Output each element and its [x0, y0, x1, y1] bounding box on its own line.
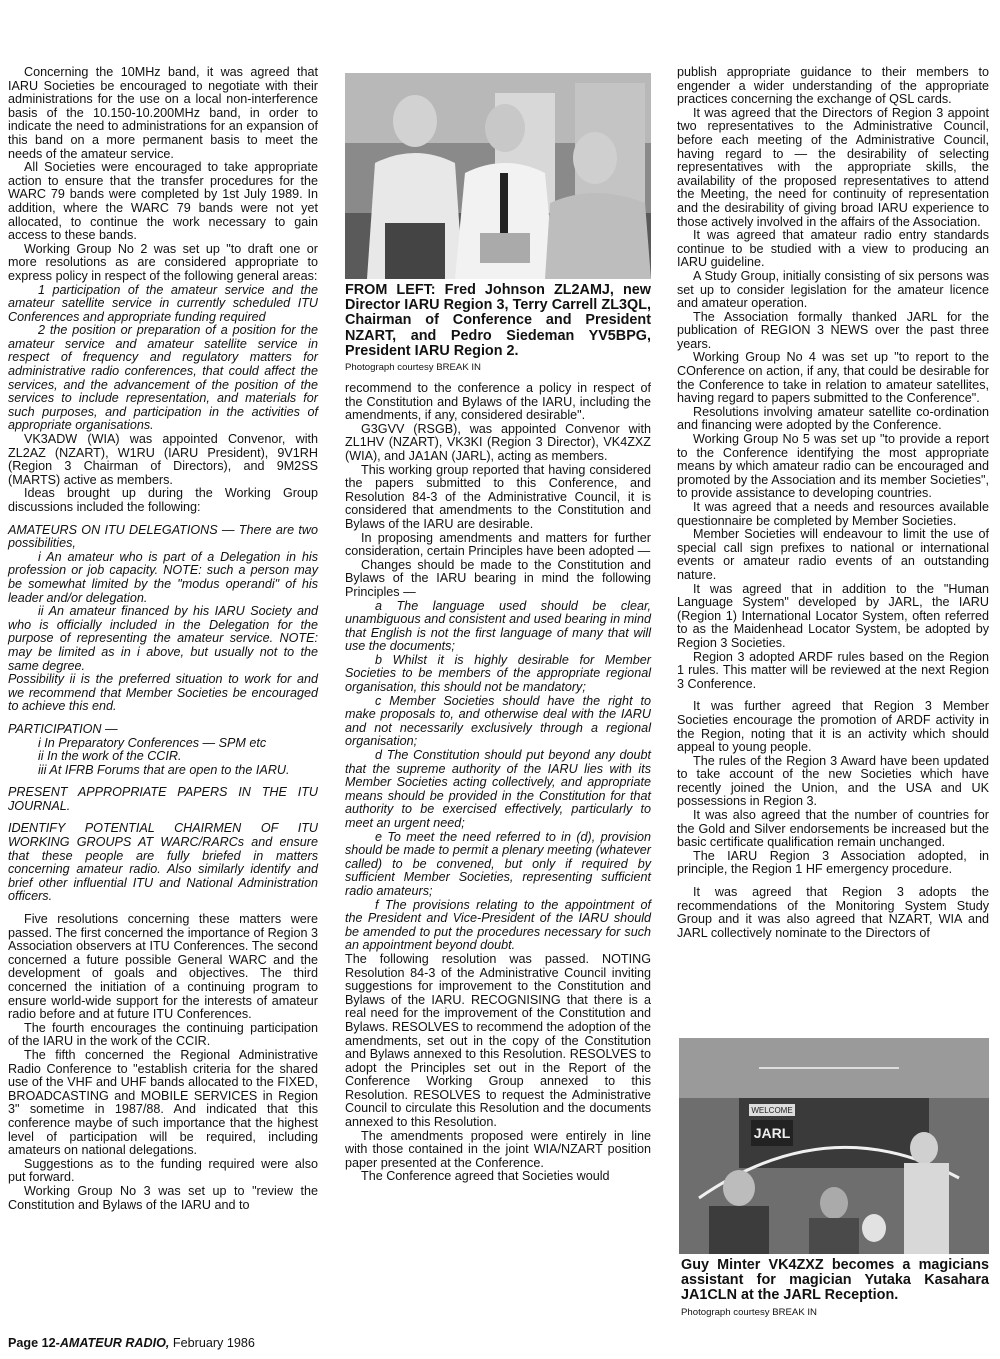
caption-1-credit: Photograph courtesy BREAK IN: [345, 362, 481, 374]
paragraph: ii An amateur financed by his IARU Society and who is officially included in the Delegation for the purpose of representing the amateur service. NOTE: may be limited as in i above, but usually not to the same degree.: [8, 604, 318, 673]
paragraph: A Study Group, initially consisting of six persons was set up to consider legislation for the amateur licence and amateur operation.: [677, 268, 989, 311]
paragraph: In proposing amendments and matters for further consideration, certain Principles have been adopted —: [345, 530, 651, 559]
paragraph: Five resolutions concerning these matters were passed. The first concerned the importance of Region 3 Association observers at ITU Conferences. The second concerned a future possible General WARC and the development of goals and objectives. The third concerned the initiation of a continuing program to ensure world-wide support for the interests of amateur radio before and at future ITU Conferences.: [8, 912, 318, 1022]
paragraph: The IARU Region 3 Association adopted, in principle, the Region 1 HF emergency procedure.: [677, 848, 989, 877]
jarl-sign: JARL: [753, 1125, 791, 1141]
paragraph: publish appropriate guidance to their members to engender a wider understanding of the appropriate practices concerning the exchange of QSL cards.: [677, 65, 989, 107]
paragraph: It was agreed that Region 3 adopts the recommendations of the Monitoring System Study Group and it was also agreed that NZART, WIA and JARL collectively nominate to the Directors of: [677, 885, 989, 940]
paragraph: The amendments proposed were entirely in line with those contained in the joint WIA/NZART position paper presented at the Conference.: [345, 1128, 651, 1170]
photo-conference-officials: [345, 73, 651, 279]
article-column-2: [345, 382, 651, 1184]
paragraph: Member Societies will endeavour to limit the use of special call sign prefixes to national or international events or amateur radio events of an outstanding nature.: [677, 527, 989, 582]
paragraph: The fifth concerned the Regional Administrative Radio Conference to "establish criteria for the shared use of the VHF and UHF bands allocated to the FIXED, BROADCASTING and MOBILE SERVICES in Region 3" sometime in 1987/88. And indicated that this conference maybe of such importance that the highest level of participation will be required, including amateurs on national delegations.: [8, 1047, 318, 1158]
paragraph: The rules of the Region 3 Award have been updated to take account of the new Societies which have recently joined the Union, and the USA and UK possessions in Region 3.: [677, 753, 989, 809]
paragraph: It was agreed that amateur radio entry standards continue to be studied with a view to producing an IARU guideline.: [677, 228, 989, 270]
paragraph: recommend to the conference a policy in respect of the Constitution and Bylaws of the IARU, including the amendments, if any, considered desirable".: [345, 381, 651, 423]
paragraph: This working group reported that having considered the papers submitted to this Conference, and Resolution 84-3 of the Administrative Council, it is considered that amendments to the Constitution and Bylaws of the IARU are desirable.: [345, 462, 651, 531]
paragraph: Working Group No 4 was set up "to report to the COnference on action, if any, that could be desirable for the Conference to take in relation to amateur satellites, having regard to papers submitted to the Conference".: [677, 350, 989, 406]
paragraph: Resolutions involving amateur satellite co-ordination and financing were adopted by the Conference.: [677, 404, 989, 433]
paragraph: It was agreed that in addition to the "Human Language System" developed by JARL, the IARU (Region 1) International Locator System, often referred to as the Maidenhead Locator System, be adopted by Region 3 Societies.: [677, 581, 989, 650]
paragraph: Working Group No 2 was set up "to draft one or more resolutions as are considered appropriate to express policy in respect of the following general areas:: [8, 241, 318, 283]
paragraph: 2 the position or preparation of a position for the amateur service and amateur satellite service in respect of frequency and regulatory matters for administrative radio conferences, that could affect the services, and the advancement of the position of the services to include representation, and materials for such purposes, and participation in the activities of appropriate organisations.: [8, 323, 318, 433]
welcome-sign: WELCOME: [751, 1106, 793, 1115]
issue-date: February 1986: [169, 1336, 255, 1350]
photo-jarl-reception: [679, 1038, 989, 1254]
paragraph: i In Preparatory Conferences — SPM etc: [38, 735, 267, 750]
page-number: Page 12: [8, 1336, 56, 1350]
footer-separator: -: [55, 1336, 60, 1350]
paragraph: G3GVV (RSGB), was appointed Convenor with ZL1HV (NZART), VK3KI (Region 3 Director), VK4ZXZ (WIA), and JA1AN (JARL), acting as members.: [345, 421, 651, 463]
paragraph: All Societies were encouraged to take appropriate action to ensure that the transfer procedures for the WARC 79 bands were completed by 1st July 1989. In addition, where the WARC 79 bands were not yet allocated, to continue the work necessary to gain access to these bands.: [8, 160, 318, 243]
caption-2-credit: Photograph courtesy BREAK IN: [681, 1306, 817, 1318]
paragraph: Working Group No 5 was set up "to provide a report to the Conference identifying the most appropriate means by which amateur radio can be encouraged and promoted by the Association and its member Societies", to provide assistance to developing countries.: [677, 432, 989, 501]
paragraph: The fourth encourages the continuing participation of the IARU in the work of the CCIR.: [8, 1020, 318, 1049]
paragraph: The Association formally thanked JARL for the publication of REGION 3 NEWS over the past three years.: [677, 309, 989, 351]
paragraph: Working Group No 3 was set up to "review the Constitution and Bylaws of the IARU and to: [8, 1183, 318, 1212]
paragraph: VK3ADW (WIA) was appointed Convenor, with ZL2AZ (NZART), W1RU (IARU President), 9V1RH (Region 3 Chairman of Directors), and 9M2SS (MARTS) active as members.: [8, 432, 318, 487]
paragraph: Suggestions as to the funding required were also put forward.: [8, 1156, 318, 1185]
paragraph: AMATEURS ON ITU DELEGATIONS — There are two possibilities,: [8, 522, 318, 551]
photo-caption-2: [681, 1258, 989, 1319]
paragraph: The Conference agreed that Societies would: [361, 1169, 610, 1184]
paragraph: i An amateur who is part of a Delegation in his profession or job capacity. NOTE: such a person may be somewhat limited by the "modus operandi" of his leader and/or delegation.: [8, 549, 318, 605]
paragraph: d The Constitution should put beyond any doubt that the supreme authority of the IARU lies with its Member Societies acting collectively, and appropriate means should be provided in the Constitution for that authority to be exercised effectively, particularly to meet an urgent need;: [345, 748, 651, 830]
paragraph: Changes should be made to the Constitution and Bylaws of the IARU bearing in mind the following Principles —: [345, 557, 651, 599]
paragraph: Ideas brought up during the Working Group discussions included the following:: [8, 486, 318, 514]
paragraph: PARTICIPATION —: [8, 721, 118, 736]
paragraph: The following resolution was passed. NOTING Resolution 84-3 of the Administrative Council inviting suggestions for improvement to the Constitution and Bylaws of the IARU. RECOGNISING that there is a real need for the improvement of the Constitution and Bylaws. RESOLVES to recommend the adoption of the amendments, set out in the copy of the Constitution and Bylaws annexed to this Resolution. RESOLVES to adopt the Principles set out in the Report of the Conference Working Group annexed to this Resolution. RESOLVES to request the Administrative Council to circulate this Resolution and the documents annexed to this Resolution.: [345, 951, 651, 1130]
paragraph: b Whilst it is highly desirable for Member Societies to be members of the appropriate regional organisation, this should not be mandatory;: [345, 652, 651, 695]
photo-caption-1: [345, 283, 651, 374]
paragraph: IDENTIFY POTENTIAL CHAIRMEN OF ITU WORKING GROUPS AT WARC/RARCs and ensure that these people are fully briefed in matters concerning amateur radio. Also similarly identify and brief other influential ITU and National Administration officers.: [8, 821, 318, 904]
paragraph: 1 participation of the amateur service and the amateur satellite service in currently scheduled ITU Conferences and appropriate funding required: [8, 282, 318, 324]
paragraph: It was agreed that the Directors of Region 3 appoint two representatives to the Administrative Council, before each meeting of the Administrative Council, having regard to — the desirability of selecting representatives with the appropriate skills, the availability of the proposed representatives to attend the Meeting, the need for continuity of representation and the desirability of giving broad IARU experience to those actively involved in the affairs of the Association.: [677, 105, 989, 229]
paragraph: Possibility ii is the preferred situation to work for and we recommend that Member Societies be encouraged to achieve this end.: [8, 672, 318, 714]
paragraph: f The provisions relating to the appointment of the President and Vice-President of the IARU should be amended to put the procedures necessary for such an appointment beyond doubt.: [345, 897, 651, 953]
paragraph: It was also agreed that the number of countries for the Gold and Silver endorsements be increased but the basic certificate qualification remain unchanged.: [677, 808, 989, 850]
paragraph: Region 3 adopted ARDF rules based on the Region 1 rules. This matter will be reviewed at the next Region 3 Conference.: [677, 649, 989, 691]
paragraph: c Member Societies should have the right to make proposals to, and otherwise deal with the IARU and not necessarily exclusively through a regional organisation;: [345, 693, 651, 749]
paragraph: ii In the work of the CCIR.: [38, 749, 182, 764]
paragraph: iii At IFRB Forums that are open to the IARU.: [38, 762, 290, 777]
paragraph: PRESENT APPROPRIATE PAPERS IN THE ITU JOURNAL.: [8, 785, 318, 813]
article-column-3: [677, 66, 989, 940]
caption-2-text: Guy Minter VK4ZXZ becomes a magicians assistant for magician Yutaka Kasahara JA1CLN at the JARL Reception.: [681, 1257, 989, 1304]
paragraph: It was further agreed that Region 3 Member Societies encourage the promotion of ARDF activity in the Region, noting that it is an activity which should appeal to young people.: [677, 699, 989, 755]
page-footer: [8, 1336, 255, 1350]
paragraph: a The language used should be clear, unambiguous and consistent and used bearing in mind that English is not the first language of many that will use the documents;: [345, 598, 651, 654]
caption-1-text: FROM LEFT: Fred Johnson ZL2AMJ, new Director IARU Region 3, Terry Carrell ZL3QL, Chairman of Conference and President NZART, and Pedro Siedeman YV5BPG, President IARU Region 2.: [345, 282, 651, 359]
paragraph: It was agreed that a needs and resources available questionnaire be completed by Member Societies.: [677, 500, 989, 528]
magazine-name: AMATEUR RADIO,: [59, 1336, 170, 1350]
paragraph: Concerning the 10MHz band, it was agreed that IARU Societies be encouraged to negotiate with their administrations for the use on a local non-interference basis of the 10.150-10.200MHz band, in order to indicate the need to administrations for an expansion of this band on a more permanent basis to meet the needs of the amateur service.: [8, 65, 318, 161]
paragraph: e To meet the need referred to in (d), provision should be made to permit a plenary meeting (whatever called) to be convened, but only if required by sufficient Member Societies, representing sufficient radio amateurs;: [345, 829, 651, 898]
article-column-1: [8, 66, 318, 1212]
